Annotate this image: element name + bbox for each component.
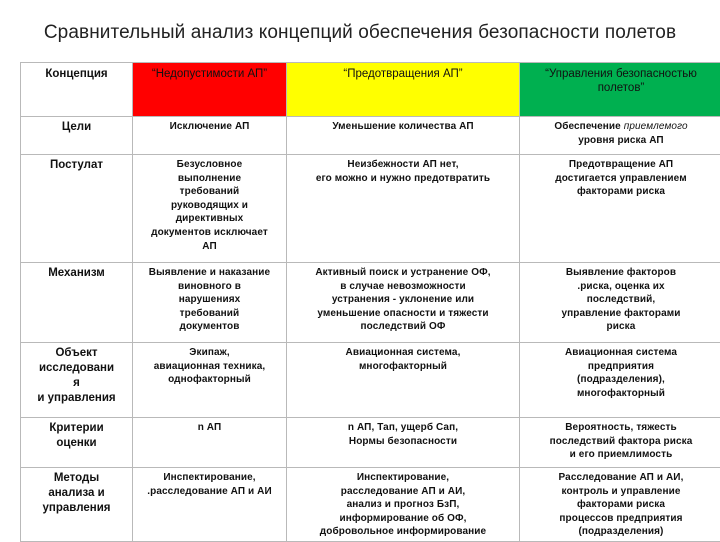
header-inadmissibility: “Недопустимости АП” [133,63,287,117]
table-row [21,418,720,468]
table-row [21,468,720,542]
page-title: Сравнительный анализ концепций обеспечения безопасности полетов [0,22,720,44]
table-cell: Инспектирование, расследование АП и АИ, анализ и прогноз БзП, информирование об ОФ, добровольное информирование [287,468,520,542]
row-label: Объект исследовани я и управления [21,343,133,418]
table-cell: Авиационная система предприятия (подразделения), многофакторный [520,343,720,418]
table-row [21,263,720,343]
table-cell: Вероятность, тяжесть последствий фактора риска и его приемлимость [520,418,720,468]
table-cell: Предотвращение АП достигается управлением факторами риска [520,155,720,263]
header-prevention: “Предотвращения АП” [287,63,520,117]
row-label: Цели [21,117,133,155]
row-label: Критерии оценки [21,418,133,468]
comparison-table [20,62,720,542]
table-cell: Исключение АП [133,117,287,155]
row-label: Механизм [21,263,133,343]
row-label: Постулат [21,155,133,263]
table-cell: Уменьшение количества АП [287,117,520,155]
table-row [21,117,720,155]
table-cell: n АП, Тап, ущерб Сап, Нормы безопасности [287,418,520,468]
table-cell: Активный поиск и устранение ОФ, в случае невозможности устранения - уклонение или уменьшение опасности и тяжести последствий ОФ [287,263,520,343]
table-cell: n АП [133,418,287,468]
table-row [21,155,720,263]
row-label: Методы анализа и управления [21,468,133,542]
table-cell: Инспектирование, .расследование АП и АИ [133,468,287,542]
table-cell: Выявление факторов .риска, оценка их последствий, управление факторами риска [520,263,720,343]
table-cell: Обеспечение приемлемого уровня риска АП [520,117,720,155]
table-cell: Неизбежности АП нет, его можно и нужно предотвратить [287,155,520,263]
header-row [21,63,720,117]
table-cell: Авиационная система, многофакторный [287,343,520,418]
table-cell: Экипаж, авиационная техника, однофакторный [133,343,287,418]
table-cell: Безусловное выполнение требований руководящих и директивных документов исключает АП [133,155,287,263]
table-row [21,343,720,418]
header-concept: Концепция [21,63,133,117]
table-cell: Выявление и наказание виновного в нарушениях требований документов [133,263,287,343]
header-safety-management: “Управления безопасностью полетов” [520,63,720,117]
table-cell: Расследование АП и АИ, контроль и управление факторами риска процессов предприятия (подразделения) [520,468,720,542]
